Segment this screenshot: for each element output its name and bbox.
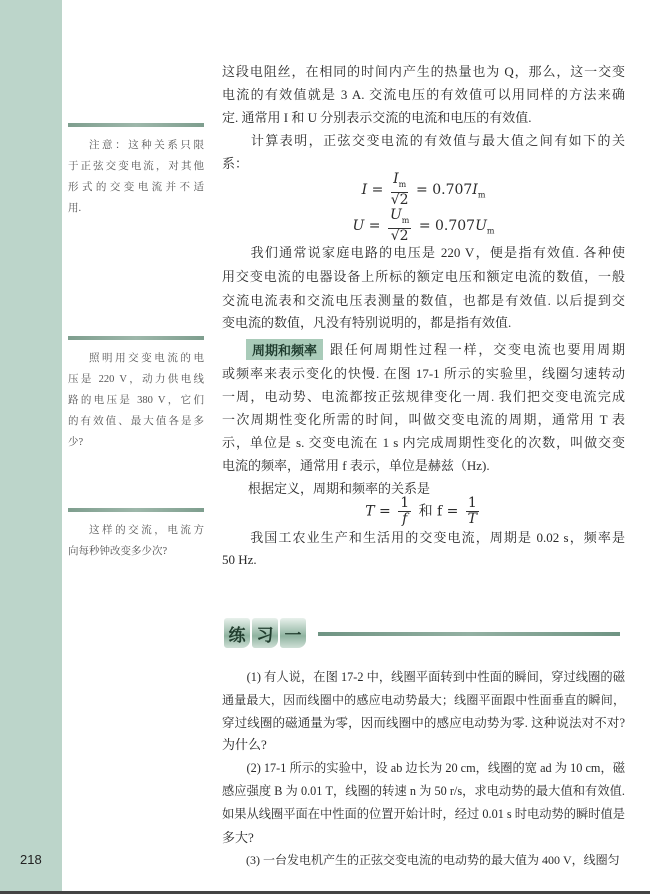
margin-note-line: 这样的交流，电流方: [89, 525, 204, 536]
note-divider: [68, 336, 204, 340]
margin-note-2: [68, 336, 204, 453]
formula-period-frequency: T = $\frac{1}{f}$ 和 f = $\frac{1}{T}$: [365, 495, 477, 527]
note-divider: [68, 123, 204, 127]
margin-note-1: [68, 123, 204, 219]
paragraph-line: 变电流的数值，凡没有特别说明的，都是指有效值.: [222, 315, 512, 330]
exercise-title: [224, 618, 308, 648]
section-heading: 周期和频率: [246, 339, 323, 360]
exercise-question-line: (2) 17-1 所示的实验中，设 ab 边长为 20 cm，线圈的宽 ad 为 10 cm，磁: [222, 761, 625, 775]
note-divider: [68, 508, 204, 512]
paragraph-line: 电流的频率，通常用 f 表示，单位是赫兹（Hz).: [222, 458, 490, 473]
exercise-question-line: 穿过线圈的磁通量为零，因而线圈中的感应电动势为零. 这种说法对不对?: [222, 716, 625, 730]
paragraph-line: 我们通常说家庭电路的电压是 220 V，便是指有效值. 各种使: [222, 245, 625, 260]
margin-note-line: 压是 220 V，动力供电线: [68, 374, 204, 385]
paragraph-line: 我国工农业生产和生活用的交变电流，周期是 0.02 s，频率是: [222, 530, 625, 545]
exercise-question-line: (3) 一台发电机产生的正弦交变电流的电动势的最大值为 400 V，线圈匀: [222, 853, 620, 867]
exercise-rule: [318, 632, 620, 636]
margin-note-line: 少?: [68, 437, 84, 448]
exercise-question-line: 感应强度 B 为 0.01 T，线圈的转速 n 为 50 r/s，求电动势的最大值和有效值.: [222, 784, 625, 798]
paragraph-line: 这段电阻丝，在相同的时间内产生的热量也为 Q，那么，这一交变: [222, 64, 625, 79]
paragraph-line: 50 Hz.: [222, 552, 257, 567]
margin-note-line: 路的电压是 380 V，它们: [68, 395, 204, 406]
margin-note-line: 注意：这种关系只限: [89, 140, 204, 151]
paragraph-line: 用交变电流的电器设备上所标的额定电压和额定电流的数值，一般: [222, 269, 625, 284]
margin-strip: [0, 0, 62, 892]
exercise-question-line: (1) 有人说，在图 17-2 中，线圈平面转到中性面的瞬间，穿过线圈的磁: [222, 670, 625, 684]
margin-note-line: 照明用交变电流的电: [89, 353, 204, 364]
paragraph-line: 系：: [222, 156, 249, 171]
page-number: 218: [20, 852, 42, 867]
paragraph-line: 跟任何周期性过程一样，交变电流也要用周期: [330, 342, 625, 357]
margin-note-line: 于正弦交变电流，对其他: [68, 161, 204, 172]
formula-current: I = $\frac{I_m}{√2}$ = $0.707I_m$: [361, 171, 486, 208]
paragraph-line: 示，单位是 s. 交变电流在 1 s 内完成周期性变化的次数，叫做交变: [222, 435, 625, 450]
exercise-question-line: 为什么?: [222, 737, 267, 752]
paragraph-line: 交流电流表和交流电压表测量的数值，也都是有效值. 以后提到交: [222, 293, 625, 308]
paragraph-line: 根据定义，周期和频率的关系是: [222, 481, 431, 496]
exercise-question-line: 如果从线圈平面在中性面的位置开始计时，经过 0.01 s 时电动势的瞬时值是: [222, 807, 625, 821]
paragraph-line: 电流的有效值就是 3 A. 交流电压的有效值可以用同样的方法来确: [222, 87, 625, 102]
exercise-question-line: 多大?: [222, 830, 254, 845]
margin-note-line: 形式的交变电流并不适: [68, 182, 204, 193]
exercise-title-char: 练: [224, 618, 250, 648]
formula-voltage: U = $\frac{U_m}{√2}$ = $0.707U_m$: [352, 207, 495, 244]
exercise-question-line: 通量最大，因而线圈中的感应电动势最大；线圈平面跟中性面垂直的瞬间，: [222, 693, 625, 707]
margin-note-line: 的有效值、最大值各是多: [68, 416, 204, 427]
paragraph-line: 计算表明，正弦交变电流的有效值与最大值之间有如下的关: [222, 133, 625, 148]
exercise-title-char: 一: [280, 618, 306, 648]
margin-note-line: 向每秒钟改变多少次?: [68, 546, 168, 557]
margin-note-3: [68, 508, 204, 562]
paragraph-line: 一次周期性变化所需的时间，叫做交变电流的周期，通常用 T 表: [222, 412, 625, 427]
paragraph-line: 定. 通常用 I 和 U 分别表示交流的电流和电压的有效值.: [222, 110, 532, 125]
paragraph-line: 一周，电动势、电流都按正弦规律变化一周. 我们把交变电流完成: [222, 389, 625, 404]
exercise-title-char: 习: [252, 618, 278, 648]
margin-note-line: 用.: [68, 203, 82, 214]
paragraph-line: 或频率来表示变化的快慢. 在图 17-1 所示的实验里，线圈匀速转动: [222, 366, 625, 381]
